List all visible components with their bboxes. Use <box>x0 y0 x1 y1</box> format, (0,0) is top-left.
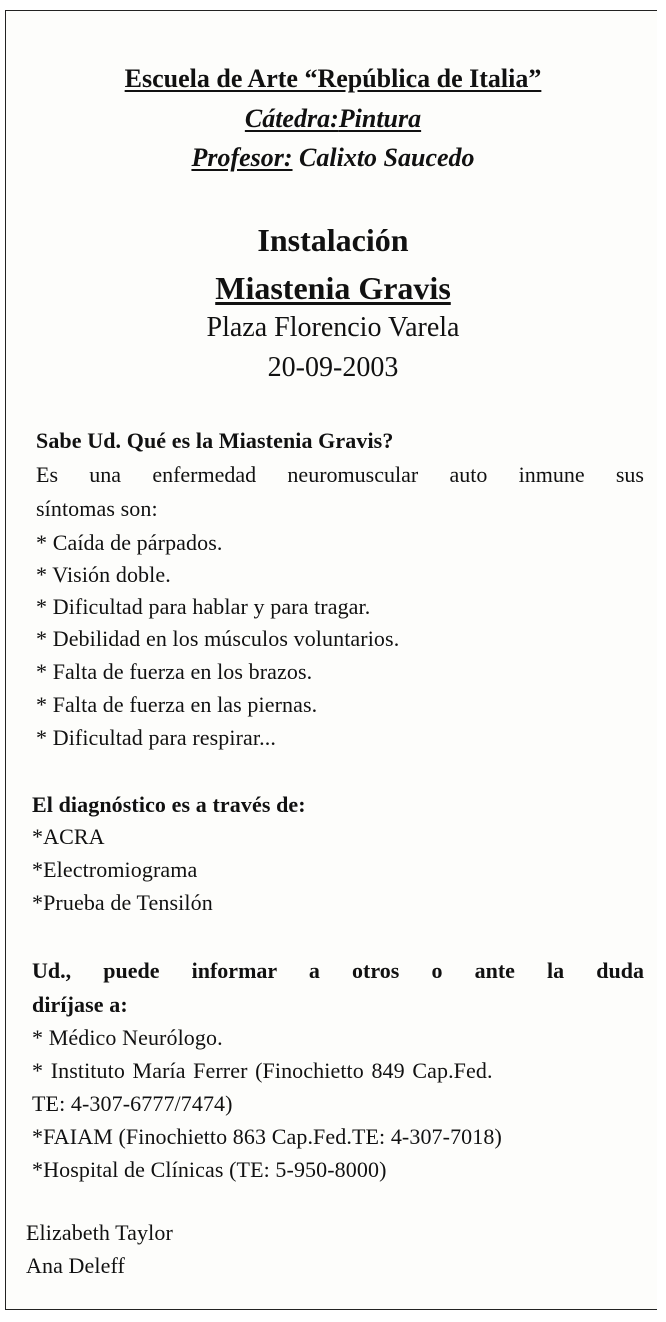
contact-heading-text: Ud., puede informar a otros o ante la duda <box>32 958 644 983</box>
contact-item: * Médico Neurólogo. <box>32 1025 223 1050</box>
event-date: 20-09-2003 <box>267 352 399 383</box>
school-name: Escuela de Arte “República de Italia” <box>124 64 542 93</box>
contact-heading-line2: diríjase a: <box>32 992 128 1017</box>
contact-item: *Hospital de Clínicas (TE: 5-950-8000) <box>32 1157 387 1182</box>
profesor-line <box>0 143 666 173</box>
question-heading: Sabe Ud. Qué es la Miastenia Gravis? <box>36 428 394 453</box>
diagnosis-item: *Prueba de Tensilón <box>32 890 213 915</box>
profesor-value: Calixto Saucedo <box>299 143 475 172</box>
symptom-item: * Dificultad para respirar... <box>36 725 276 750</box>
contact-item: * Instituto María Ferrer (Finochietto 849 Cap.Fed. <box>32 1058 493 1083</box>
contact-heading-line1 <box>32 958 644 984</box>
question-intro-line2: síntomas son: <box>36 496 158 521</box>
contact-item: TE: 4-307-6777/7474) <box>32 1091 233 1116</box>
event-place: Plaza Florencio Varela <box>206 312 460 343</box>
author-name: Elizabeth Taylor <box>26 1220 173 1245</box>
symptom-item: * Dificultad para hablar y para tragar. <box>36 594 371 619</box>
symptom-item: * Visión doble. <box>36 562 171 587</box>
contact-item: *FAIAM (Finochietto 863 Cap.Fed.TE: 4-307-7018) <box>32 1124 502 1149</box>
event-title: Miastenia Gravis <box>215 270 451 306</box>
author-name: Ana Deleff <box>26 1253 125 1278</box>
diagnosis-item: *ACRA <box>32 824 105 849</box>
profesor-label: Profesor: <box>191 143 293 172</box>
symptom-item: * Falta de fuerza en los brazos. <box>36 659 313 684</box>
catedra-label: Cátedra: <box>244 104 339 133</box>
intro-text: Es una enfermedad neuromuscular auto inmune sus <box>36 462 644 487</box>
diagnosis-item: *Electromiograma <box>32 857 198 882</box>
catedra-line <box>0 104 666 134</box>
catedra-value: Pintura <box>338 104 422 133</box>
diagnosis-heading: El diagnóstico es a través de: <box>32 792 306 817</box>
event-type: Instalación <box>257 222 409 258</box>
question-intro-line1 <box>36 462 644 488</box>
symptom-item: * Debilidad en los músculos voluntarios. <box>36 626 400 651</box>
symptom-item: * Caída de párpados. <box>36 530 223 555</box>
symptom-item: * Falta de fuerza en las piernas. <box>36 692 318 717</box>
